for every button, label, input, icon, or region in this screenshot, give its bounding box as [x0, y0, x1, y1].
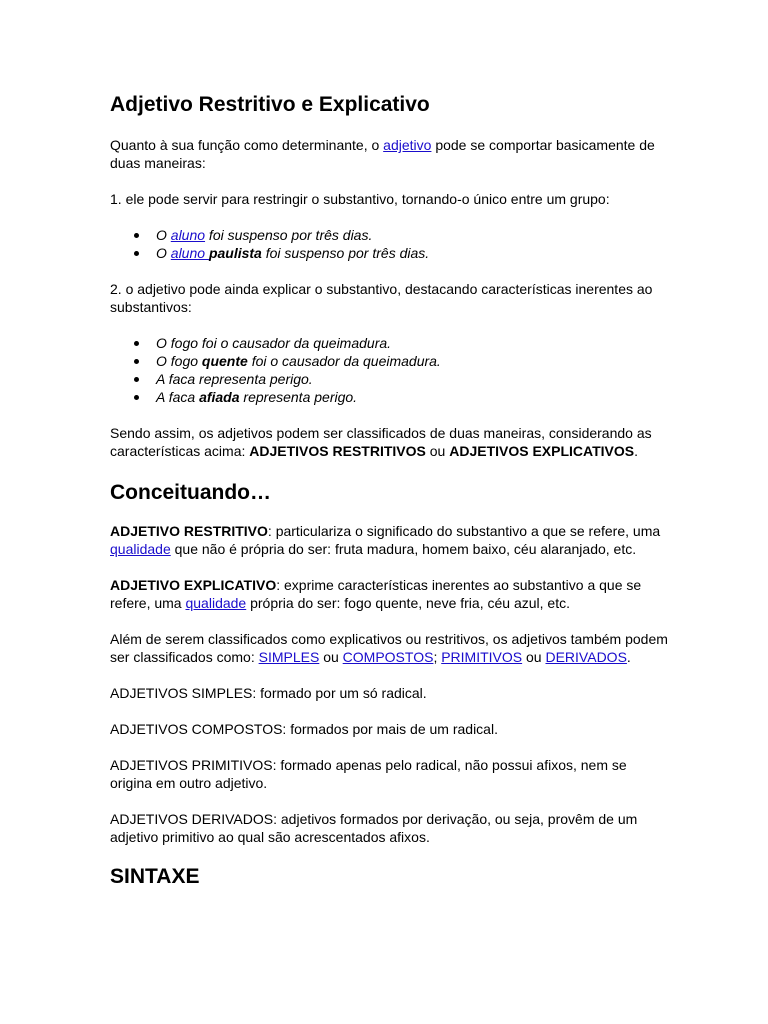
- list-text-after: foi suspenso por três dias.: [261, 245, 430, 261]
- qualidade-link[interactable]: qualidade: [185, 595, 247, 611]
- example-list-2: [110, 334, 670, 406]
- classification-sep: ;: [433, 649, 442, 665]
- definition-text-after: própria do ser: fogo quente, neve fria, céu azul, etc.: [246, 595, 570, 611]
- definition-term: ADJETIVO EXPLICATIVO: [110, 577, 277, 593]
- list-item: [156, 334, 670, 352]
- definition-term: ADJETIVO RESTRITIVO: [110, 523, 268, 539]
- list-text-after: representa perigo.: [239, 389, 358, 405]
- definition-text-before: : particulariza o significado do substantivo a que se refere, uma: [267, 523, 661, 539]
- list-bold-word: quente: [201, 353, 248, 369]
- definition-explicativo: [110, 576, 670, 612]
- simples-link[interactable]: SIMPLES: [258, 649, 320, 665]
- derivados-link[interactable]: DERIVADOS: [545, 649, 627, 665]
- document-page: [110, 90, 670, 892]
- list-item: [156, 244, 670, 262]
- list-text-before: A faca representa perigo.: [156, 371, 313, 387]
- list-item: [156, 352, 670, 370]
- classification-end: .: [626, 649, 631, 665]
- example-list-1: [110, 226, 670, 262]
- list-text-before: O fogo foi o causador da queimadura.: [156, 335, 392, 351]
- summary-bold-explicativos: ADJETIVOS EXPLICATIVOS: [449, 443, 635, 459]
- list-text-before: A faca: [156, 389, 200, 405]
- definition-text-before: : exprime características inerentes ao substantivo a que se refere, uma: [110, 577, 642, 611]
- definition-restritivo: [110, 522, 670, 558]
- summary-bold-restritivos: ADJETIVOS RESTRITIVOS: [249, 443, 426, 459]
- adjetivos-primitivos: ADJETIVOS PRIMITIVOS: formado apenas pelo radical, não possui afixos, nem se origina em outro adjetivo.: [110, 757, 627, 791]
- adjetivo-link[interactable]: adjetivo: [383, 137, 432, 153]
- classification-paragraph: [110, 630, 670, 666]
- adjetivos-compostos: ADJETIVOS COMPOSTOS: formados por mais de um radical.: [110, 721, 498, 737]
- point-1: 1. ele pode servir para restringir o substantivo, tornando-o único entre um grupo:: [110, 191, 610, 207]
- point-2: 2. o adjetivo pode ainda explicar o substantivo, destacando características inerentes ao substantivos:: [110, 281, 653, 315]
- adjetivos-simples: ADJETIVOS SIMPLES: formado por um só radical.: [110, 685, 427, 701]
- definition-text-after: que não é própria do ser: fruta madura, homem baixo, céu alaranjado, etc.: [170, 541, 637, 557]
- adjetivos-derivados: ADJETIVOS DERIVADOS: adjetivos formados por derivação, ou seja, provêm de um adjetivo primitivo ao qual são acrescentados afixos.: [110, 811, 638, 845]
- list-bold-word: afiada: [199, 389, 240, 405]
- list-item: [156, 388, 670, 406]
- section-heading-sintaxe: SINTAXE: [110, 865, 200, 888]
- list-text-after: foi suspenso por três dias.: [205, 227, 373, 243]
- aluno-link[interactable]: aluno: [170, 227, 206, 243]
- qualidade-link[interactable]: qualidade: [110, 541, 171, 557]
- intro-text-before: Quanto à sua função como determinante, o: [110, 137, 384, 153]
- list-bold-word: paulista: [208, 245, 262, 261]
- section-heading-conceituando: Conceituando…: [110, 481, 271, 504]
- page-title: Adjetivo Restritivo e Explicativo: [110, 93, 430, 116]
- primitivos-link[interactable]: PRIMITIVOS: [441, 649, 523, 665]
- intro-paragraph: [110, 136, 670, 172]
- list-text-after: foi o causador da queimadura.: [247, 353, 441, 369]
- classification-sep: ou: [319, 649, 343, 665]
- list-item: [156, 226, 670, 244]
- summary-mid: ou: [425, 443, 450, 459]
- list-text-before: O: [156, 245, 171, 261]
- summary-text: Sendo assim, os adjetivos podem ser classificados de duas maneiras, considerando as características acima:: [110, 425, 652, 459]
- list-item: [156, 370, 670, 388]
- compostos-link[interactable]: COMPOSTOS: [342, 649, 434, 665]
- list-text-before: O fogo: [156, 353, 202, 369]
- classification-text: Além de serem classificados como explicativos ou restritivos, os adjetivos também podem ser classificados como:: [110, 631, 668, 665]
- list-text-before: O: [156, 227, 171, 243]
- aluno-link[interactable]: aluno: [170, 245, 209, 261]
- summary-paragraph: [110, 424, 670, 460]
- summary-end: .: [634, 443, 638, 459]
- intro-text-after: pode se comportar basicamente de duas maneiras:: [110, 137, 655, 171]
- classification-sep: ou: [522, 649, 546, 665]
